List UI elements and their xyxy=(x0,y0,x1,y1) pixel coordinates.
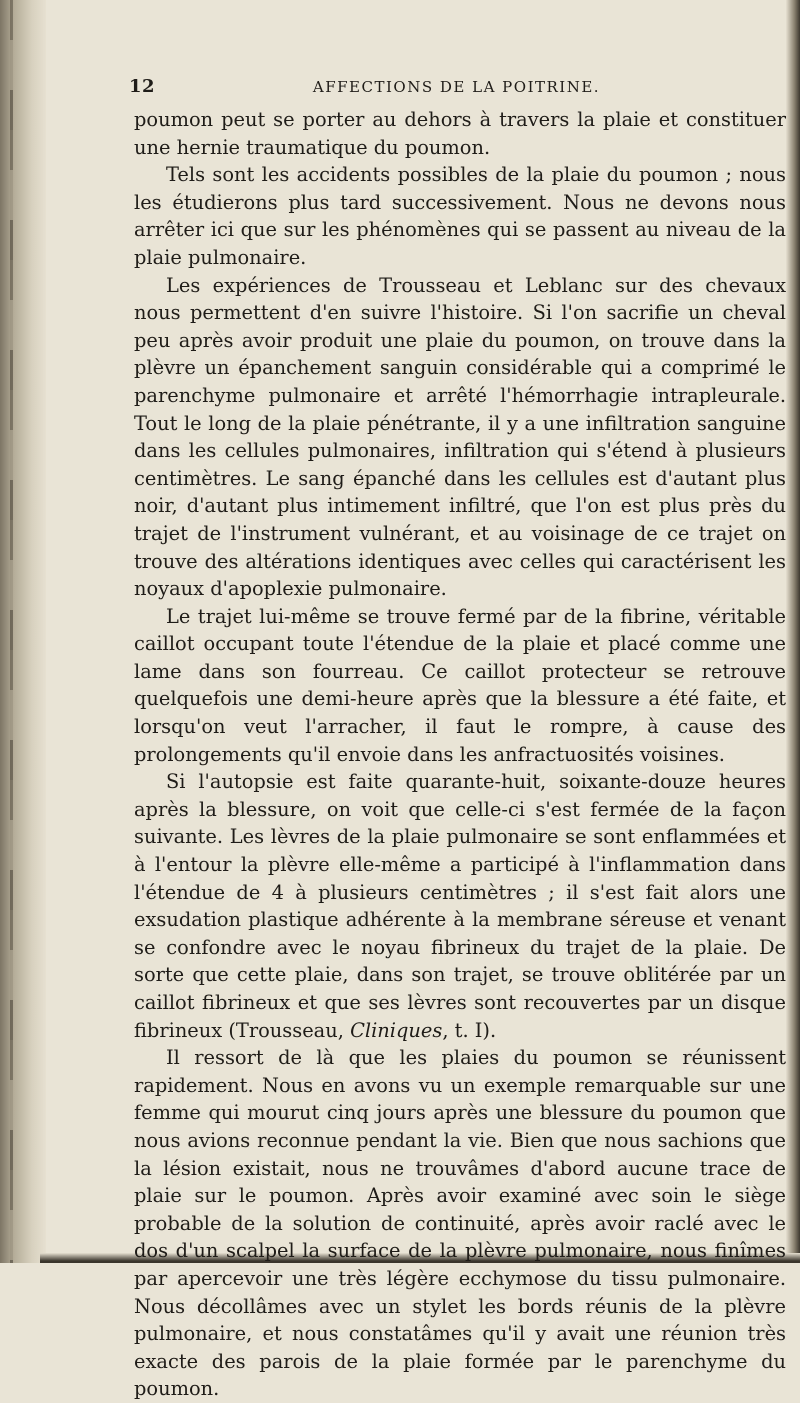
paragraph-accidents: Tels sont les accidents possibles de la plaie du poumon ; nous les étudierons plus tard successivement. Nous ne devons nous arrêter ici que sur les phénomènes qui se passent au niveau de la plaie pulmonaire. xyxy=(134,163,786,269)
running-title: AFFECTIONS DE LA POITRINE. xyxy=(312,78,601,96)
page-number: 12 xyxy=(129,76,156,97)
paragraph-exemple: Il ressort de là que les plaies du poumon se réunissent rapidement. Nous en avons vu un exemple remarquable sur une femme qui mourut cinq jours après une blessure du poumon que nous avions reconnue pendant la vie. Bien que nous sachions que la lésion existait, nous ne trouvâmes d'abord aucune trace de plaie sur le poumon. Après avoir examiné avec soin le siège probable de la solution de continuité, après avoir raclé avec le dos d'un scalpel la surface de la plèvre pulmonaire, nous finîmes par apercevoir une très légère ecchymose du tissu pulmonaire. Nous décollâmes avec un stylet les bords réunis de la plèvre pulmonaire, et nous constatâmes qu'il y avait une réunion très exacte des parois de la plaie formée par le parenchyme du poumon. xyxy=(134,1046,786,1401)
page-header xyxy=(129,76,784,100)
paragraph-autopsie xyxy=(134,768,786,1044)
body-text xyxy=(134,106,786,1403)
paragraph-trajet: Le trajet lui-même se trouve fermé par de la fibrine, véritable caillot occupant toute l'étendue de la plaie et placé comme une lame dans son fourreau. Ce caillot protecteur se retrouve quelquefois une demi-heure après que la blessure a été faite, et lorsqu'on veut l'arracher, il faut le rompre, à cause des prolongements qu'il envoie dans les anfractuosités voisines. xyxy=(134,604,786,766)
scan-binding-edge xyxy=(0,0,46,1263)
paragraph-continuation: poumon peut se porter au dehors à travers la plaie et constituer une hernie traumatique du poumon. xyxy=(134,108,786,159)
autopsie-text: Si l'autopsie est faite quarante-huit, soixante-douze heures après la blessure, on voit que celle-ci s'est fermée de la façon suivante. Les lèvres de la plaie pulmonaire se sont enflammées et à l'entour la plèvre elle-même a participé à l'inflammation dans l'étendue de 4 à plusieurs centimètres ; il s'est fait alors une exsudation plastique adhérente à la membrane séreuse et venant se confondre avec le noyau fibrineux du trajet de la plaie. De sorte que cette plaie, dans son trajet, se trouve oblitérée par un caillot fibrineux et que ses lèvres sont recouvertes par un disque fibrineux (Trousseau, xyxy=(134,770,786,1042)
scan-right-edge xyxy=(786,0,800,1263)
autopsie-text-end: , t. I). xyxy=(442,1018,497,1042)
paragraph-experiences: Les expériences de Trousseau et Leblanc sur des chevaux nous permettent d'en suivre l'histoire. Si l'on sacrifie un cheval peu après avoir produit une plaie du poumon, on trouve dans la plèvre un épanchement sanguin considérable qui a comprimé le parenchyme pulmonaire et arrêté l'hémorrhagie intrapleurale. Tout le long de la plaie pénétrante, il y a une infiltration sanguine dans les cellules pulmonaires, infiltration qui s'étend à plusieurs centimètres. Le sang épanché dans les cellules est d'autant plus noir, d'autant plus intimement infiltré, que l'on est plus près du trajet de l'instrument vulnérant, et au voisinage de ce trajet on trouve des altérations identiques avec celles qui caractérisent les noyaux d'apoplexie pulmonaire. xyxy=(134,273,786,601)
citation-cliniques: Cliniques xyxy=(350,1018,443,1042)
